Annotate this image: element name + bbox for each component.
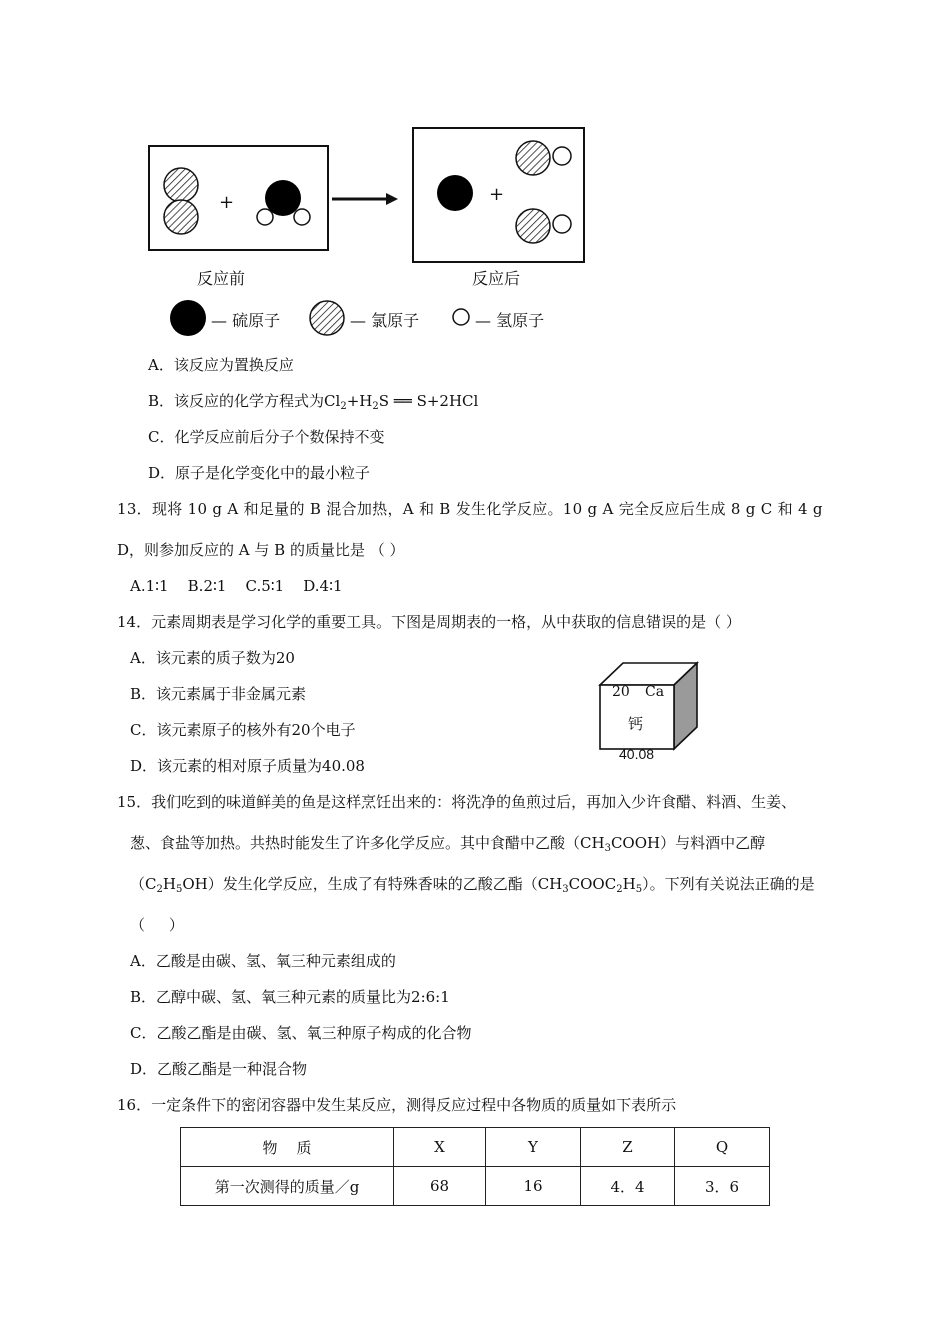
table-cell: 16 — [486, 1167, 581, 1206]
stem-text: （C — [130, 875, 157, 893]
hydrogen-atom-icon — [553, 147, 571, 165]
q14-option-a: A．该元素的质子数为20 — [130, 649, 295, 667]
q12-option-d — [148, 463, 370, 483]
q12-option-b — [148, 391, 478, 411]
q12-option-c — [148, 427, 385, 447]
table-row — [181, 1167, 770, 1206]
option-letter: B． — [148, 392, 175, 410]
table-cell: 第一次测得的质量／g — [181, 1167, 394, 1206]
table-header-cell: Z — [581, 1128, 675, 1167]
stem-text: OH）发生化学反应，生成了有特殊香味的乙酸乙酯（CH — [182, 875, 563, 893]
caption-after: 反应后 — [472, 269, 521, 288]
hydrogen-sulfide-molecule-icon — [257, 180, 310, 225]
hydrogen-chloride-molecule-icon — [516, 209, 571, 243]
legend-chlorine-label: — 氯原子 — [350, 311, 420, 330]
option-text: 化学反应前后分子个数保持不变 — [174, 428, 385, 446]
caption-before: 反应前 — [197, 269, 246, 288]
chlorine-atom-icon — [516, 141, 550, 175]
q14-option-b: B．该元素属于非金属元素 — [130, 685, 307, 703]
hydrogen-atom-icon — [294, 209, 310, 225]
stem-text: 葱、食盐等加热。共热时能发生了许多化学反应。其中食醋中乙酸（CH — [130, 834, 605, 852]
q15-option-d: D．乙酸乙酯是一种混合物 — [130, 1060, 308, 1078]
q13-options: A.1∶1 B.2∶1 C.5∶1 D.4∶1 — [130, 577, 343, 595]
chlorine-atom-icon — [516, 209, 550, 243]
table-header-cell: X — [394, 1128, 486, 1167]
stem-text: H — [622, 875, 636, 893]
q15-stem-line2 — [130, 833, 765, 853]
hydrogen-atom-icon — [257, 209, 273, 225]
legend-sulfur-label: — 硫原子 — [211, 311, 281, 330]
reaction-arrow-icon — [332, 193, 398, 205]
subscript: 3 — [562, 884, 569, 895]
q14-option-c: C．该元素原子的核外有20个电子 — [130, 721, 356, 739]
chlorine-molecule-icon — [164, 168, 198, 234]
table-header-cell: Y — [486, 1128, 581, 1167]
chlorine-atom-icon — [164, 168, 198, 202]
subscript: 2 — [340, 401, 347, 412]
chlorine-atom-icon — [164, 200, 198, 234]
stem-text: COOH）与料酒中乙醇 — [610, 834, 766, 852]
table-cell: 4．4 — [581, 1167, 675, 1206]
element-number: 20 — [612, 684, 630, 700]
q16-stem: 16．一定条件下的密闭容器中发生某反应，测得反应过程中各物质的质量如下表所示 — [117, 1096, 677, 1114]
option-text: +H — [346, 392, 373, 410]
q15-stem-line4: （ ） — [130, 916, 184, 934]
chlorine-atom-icon — [310, 301, 344, 335]
option-letter: C． — [148, 428, 175, 446]
table-header-cell: Q — [675, 1128, 770, 1167]
table-cell: 3．6 — [675, 1167, 770, 1206]
subscript: 2 — [156, 884, 163, 895]
q12-option-a — [148, 355, 294, 375]
stem-text: COOC — [568, 875, 617, 893]
q15-stem-line1: 15．我们吃到的味道鲜美的鱼是这样烹饪出来的：将洗净的鱼煎过后，再加入少许食醋、料酒、生姜、 — [117, 793, 797, 811]
sulfur-atom-icon — [170, 300, 206, 336]
q15-option-a: A．乙酸是由碳、氢、氧三种元素组成的 — [130, 952, 396, 970]
option-text: 该反应为置换反应 — [173, 356, 294, 374]
q14-option-d: D．该元素的相对原子质量为40.08 — [130, 757, 365, 775]
stem-text: ）。下列有关说法正确的是 — [642, 875, 815, 893]
table-cell: 68 — [394, 1167, 486, 1206]
mass-table — [180, 1127, 770, 1206]
sulfur-atom-icon — [437, 175, 473, 211]
option-text: 原子是化学变化中的最小粒子 — [175, 464, 371, 482]
option-text: 该反应的化学方程式为Cl — [174, 392, 341, 410]
option-text: S ══ S+2HCl — [378, 392, 479, 410]
hydrogen-atom-icon — [553, 215, 571, 233]
subscript: 5 — [635, 884, 643, 895]
subscript: 3 — [604, 843, 611, 854]
q13-stem-line2: D，则参加反应的 A 与 B 的质量比是 （ ） — [117, 541, 405, 559]
element-name: 钙 — [628, 715, 644, 733]
subscript: 5 — [175, 884, 183, 895]
option-letter: D． — [148, 464, 176, 482]
option-letter: A． — [148, 356, 174, 374]
q13-stem-line1: 13．现将 10 g A 和足量的 B 混合加热，A 和 B 发生化学反应。10 g A 完全反应后生成 8 g C 和 4 g — [117, 500, 823, 518]
reaction-diagram — [0, 0, 950, 360]
hydrogen-chloride-molecule-icon — [516, 141, 571, 175]
legend-hydrogen-label: — 氢原子 — [475, 311, 545, 330]
q14-stem: 14．元素周期表是学习化学的重要工具。下图是周期表的一格，从中获取的信息错误的是（ ） — [117, 613, 741, 631]
q15-option-b: B．乙醇中碳、氢、氧三种元素的质量比为2:6:1 — [130, 988, 450, 1006]
plus-sign: + — [489, 184, 505, 205]
subscript: 2 — [616, 884, 623, 895]
element-symbol: Ca — [645, 684, 665, 700]
q15-stem-line3 — [130, 874, 815, 894]
plus-sign: + — [219, 192, 235, 213]
q15-option-c: C．乙酸乙酯是由碳、氢、氧三种原子构成的化合物 — [130, 1024, 472, 1042]
table-header-cell: 物 质 — [181, 1128, 394, 1167]
table-header-row — [181, 1128, 770, 1167]
hydrogen-atom-icon — [453, 309, 469, 325]
element-mass: 40.08 — [619, 746, 655, 762]
subscript: 2 — [372, 401, 379, 412]
stem-text: H — [162, 875, 176, 893]
